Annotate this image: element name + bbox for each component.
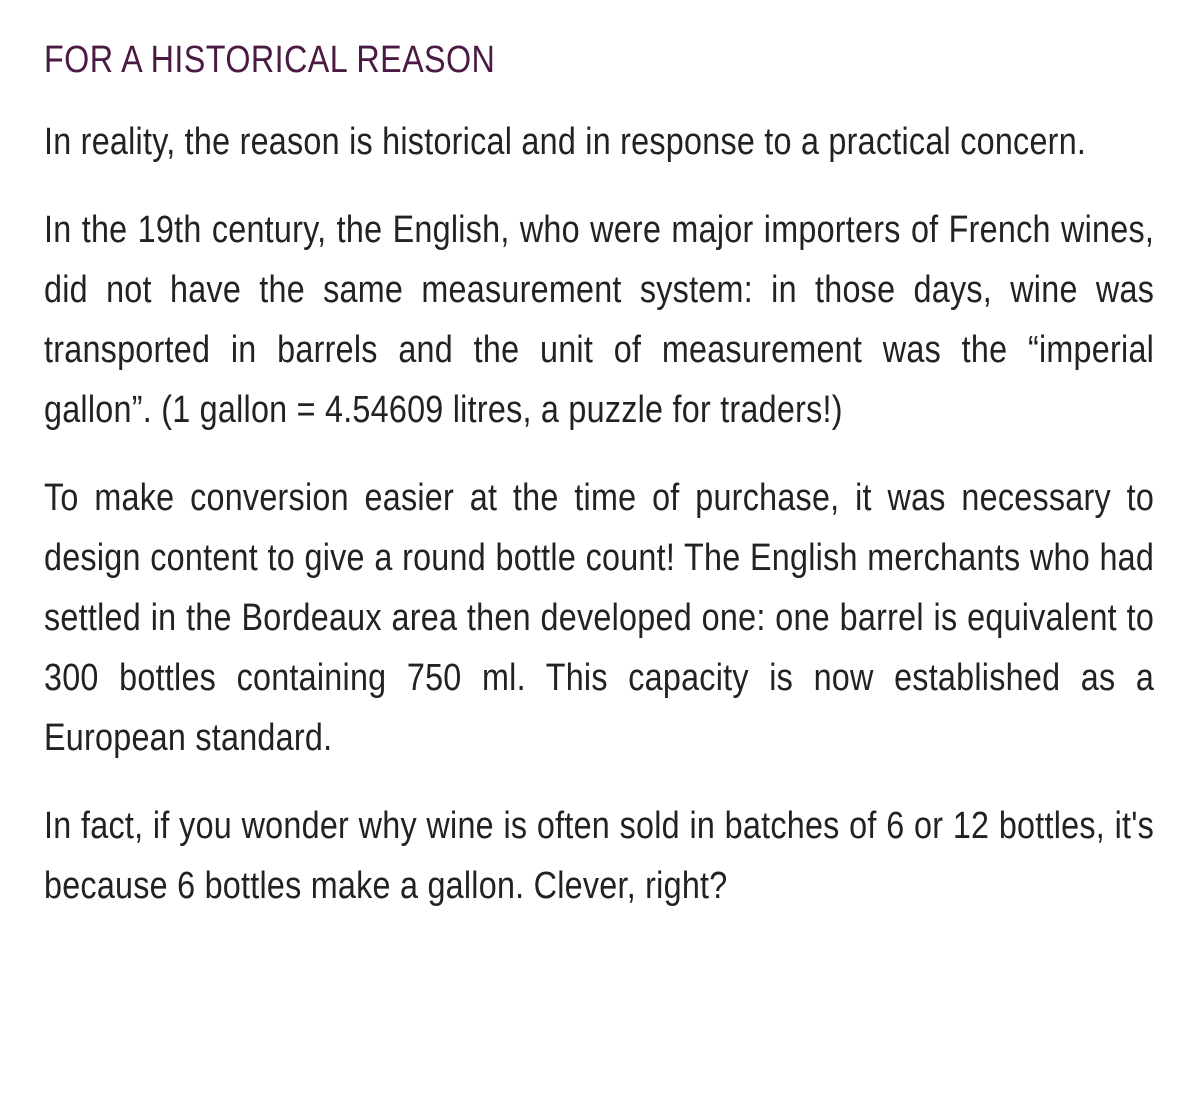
paragraph-4: In fact, if you wonder why wine is often sold in batches of 6 or 12 bottles, it's because 6 bottles make a gallon. Clever, right? [44,805,1155,907]
article-section [44,32,1154,944]
section-heading: FOR A HISTORICAL REASON [44,39,496,81]
paragraph-1: In reality, the reason is historical and in response to a practical concern. [44,121,1087,163]
paragraph-2: In the 19th century, the English, who were major importers of French wines, did not have the same measurement system: in those days, wine was transported in barrels and the unit of measurement was the “imperial gallon”. (1 gallon = 4.54609 litres, a puzzle for traders!) [44,209,1155,431]
paragraph-3: To make conversion easier at the time of purchase, it was necessary to design content to give a round bottle count! The English merchants who had settled in the Bordeaux area then developed one: one barrel is equivalent to 300 bottles containing 750 ml. This capacity is now established as a European standard. [44,477,1155,759]
